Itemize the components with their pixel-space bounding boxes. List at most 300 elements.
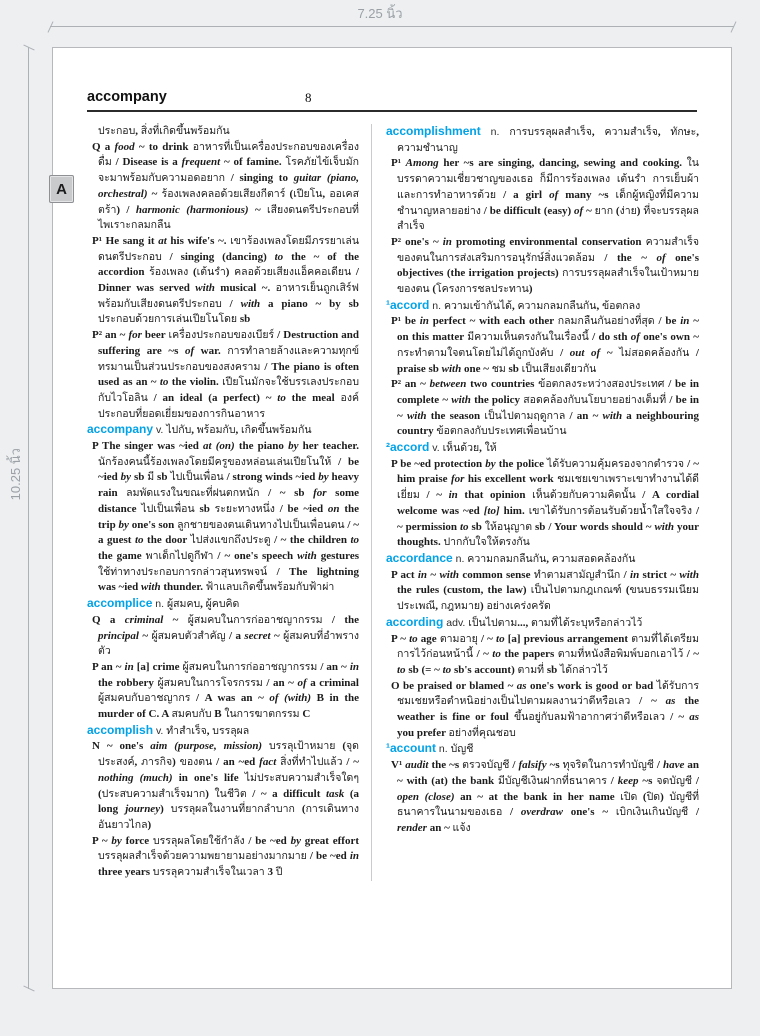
english-text: , <box>322 187 330 200</box>
thai-text: บัญชี <box>450 743 474 756</box>
english-text: C <box>299 708 311 721</box>
english-text: to <box>459 520 469 533</box>
left-column <box>87 124 372 881</box>
example-paragraph <box>386 758 699 837</box>
thai-text: ลมพัดแรงในขณะที่ฝนตกหนัก <box>126 487 260 500</box>
thai-text: จุดประสงค์ <box>98 740 359 769</box>
english-text: of (with) <box>269 692 312 705</box>
english-text: to <box>492 648 501 661</box>
thai-text: ได้กล่าวไว้ <box>559 663 608 676</box>
thai-text: เขาร้องเพลงโดยมีภรรยาเล่นดนตรีประกอบ <box>98 234 359 263</box>
thai-text: องค์ประกอบที่ยอดเยี่ยมของการกินอาหาร <box>98 391 359 420</box>
english-text: his wife's ~. <box>166 234 231 247</box>
english-text: sb <box>154 471 171 484</box>
english-text: for <box>450 473 465 486</box>
english-text: , <box>479 442 485 455</box>
thai-text: ไปเป็นเพื่อน <box>141 502 195 515</box>
thai-text: การบรรลุผลสำเร็จในเป้าหมายของตน <box>397 267 699 296</box>
example-paragraph <box>87 140 359 234</box>
english-text: three years <box>98 866 153 879</box>
thai-text: เบิกเงินเกินบัญชี <box>615 806 689 819</box>
example-paragraph <box>87 613 359 660</box>
thai-text: กฎหมาย <box>440 600 481 613</box>
headword: accompany <box>87 422 154 437</box>
english-text: of <box>574 204 584 217</box>
thai-text: ประกอบ <box>98 125 136 137</box>
thai-text: เป็นไปตามกฎเกณฑ์ <box>530 584 622 597</box>
thai-text: กลมกลืนกันอย่างที่สุด <box>557 315 655 328</box>
english-text: of <box>184 344 195 357</box>
thai-text: ไม่ประสบความสำเร็จใดๆ <box>244 771 359 784</box>
english-text: the ~ of the accordion <box>98 250 359 279</box>
english-text: N ~ one's <box>92 740 151 753</box>
thai-text: โครงการชลประทาน <box>436 283 529 296</box>
english-text: gestures <box>316 549 359 562</box>
english-text: in one's life <box>172 771 245 784</box>
english-text: / A was an ~ <box>190 692 270 705</box>
english-text: in <box>349 660 359 673</box>
english-text: to <box>496 632 505 645</box>
english-text: one's son <box>128 518 178 531</box>
english-text: sb <box>194 502 215 515</box>
english-text: at (on) <box>203 440 235 453</box>
english-text: the police <box>495 457 548 470</box>
english-text: / <box>221 297 241 310</box>
thai-text: ทุจริตในการทำบัญชี <box>562 759 654 772</box>
english-text: / <box>620 568 631 581</box>
thai-text: เปิด <box>620 790 638 803</box>
english-text: [to] <box>483 504 500 517</box>
dictionary-entry <box>87 723 359 740</box>
thai-text: ร้องเพลง <box>149 266 189 279</box>
thai-text: ผู้สมคบกับอาชญากร <box>98 692 191 705</box>
english-text: the game <box>98 549 146 562</box>
english-text: audit <box>405 759 429 772</box>
example-paragraph <box>87 439 359 596</box>
thai-text: แจ้ง <box>452 821 471 834</box>
english-text: the ~s <box>428 759 463 772</box>
thai-text: ผู้สมคบตัวสำคัญ <box>151 629 226 642</box>
english-text: P an ~ <box>92 660 125 673</box>
english-text: / ~ one's speech <box>213 549 298 562</box>
thai-text: ผู้สมคบ <box>166 598 201 611</box>
english-text: , <box>512 299 518 312</box>
english-text: a criminal <box>306 676 359 689</box>
english-text: ( <box>429 283 437 296</box>
thai-text: มีบัญชีเงินฝากที่ธนาคาร <box>497 774 607 787</box>
thai-text: ผู้คบคิด <box>205 598 240 611</box>
english-text: musical ~. <box>214 282 276 295</box>
english-text: between <box>429 378 467 391</box>
english-text: P ~ <box>92 834 112 847</box>
example-paragraph <box>386 632 699 679</box>
english-text: in <box>349 850 359 863</box>
thai-text: ไม่สอดคล้องกัน <box>619 346 690 359</box>
english-text: with <box>441 362 462 375</box>
thai-text: ระยะทางหนึ่ง <box>214 502 275 515</box>
english-text: on <box>327 502 340 515</box>
english-text: to <box>134 534 144 547</box>
english-text: by <box>290 834 301 847</box>
english-text: ~ of famine. <box>220 156 286 169</box>
english-text: / be ~ed <box>244 834 291 847</box>
english-text: / be in ~ <box>397 393 699 422</box>
thai-text: ฟ้าแลบเกิดขึ้นพร้อมกับฟ้าผ่า <box>205 581 335 594</box>
english-text: / praise sb <box>397 346 699 375</box>
english-text: ) <box>160 803 171 816</box>
english-text: one's ~ <box>563 806 616 819</box>
english-text: / <box>688 806 699 819</box>
dictionary-entry <box>386 741 699 758</box>
english-text: for <box>128 329 142 342</box>
english-text: the papers <box>500 648 558 661</box>
english-text: ~ <box>427 568 440 581</box>
english-text: of <box>549 188 559 201</box>
thai-text: เกิดขึ้นพร้อมกัน <box>241 424 312 437</box>
right-column <box>372 124 699 881</box>
thumb-index-tab-A <box>49 175 74 203</box>
thai-text: ไปส่งแขกถึงประตู <box>190 534 271 547</box>
english-text: war. <box>194 344 228 357</box>
example-paragraph <box>386 679 699 742</box>
thai-text: นักร้องคนนี้ร้องเพลงโดยมีครูของหล่อนเล่นเปียโนให้ <box>98 455 332 468</box>
english-text: / <box>509 759 519 772</box>
english-text <box>533 173 540 185</box>
thai-text: เป็นไปตามฤดูกาล <box>484 409 566 422</box>
english-text <box>262 740 269 752</box>
thai-text: อย่างเคร่งครัด <box>486 600 551 613</box>
thai-text: เสียงดนตรีประกอบที่ไพเราะกลมกลืน <box>98 203 359 232</box>
english-text: , <box>546 552 552 565</box>
english-text: one ~ <box>461 362 492 375</box>
english-text: Q a <box>92 613 125 626</box>
english-text: an ~ at the bank in her name <box>454 790 621 803</box>
english-text: ~s <box>546 759 563 772</box>
thai-text: ใช้ท่าทางประกอบการกล่าวสุนทรพจน์ <box>98 565 268 578</box>
headword: ¹accord <box>386 297 430 312</box>
english-text: / Disease is a <box>111 156 182 169</box>
example-paragraph <box>386 377 699 440</box>
example-paragraph <box>87 739 359 833</box>
english-text: O be praised or blamed ~ <box>391 679 517 692</box>
english-text: / <box>502 806 521 819</box>
headword: according <box>386 614 444 629</box>
english-text: / a <box>225 629 245 642</box>
english-text: to <box>397 663 406 676</box>
english-text: many ~s <box>558 188 616 201</box>
english-text: / ~ <box>342 756 359 769</box>
english-text: the weather is fine or foul <box>397 695 699 724</box>
part-of-speech: v. <box>153 424 167 437</box>
thai-text: ภารกิจ <box>141 756 173 769</box>
english-text: by <box>118 518 129 531</box>
thai-text: ข้อตกลงระหว่างสองประเทศ <box>538 378 665 391</box>
english-text: to <box>442 663 452 676</box>
english-text: with <box>195 282 215 295</box>
thai-text: ออเคสตร้า <box>98 187 359 216</box>
thai-text: ไปกับ <box>166 424 192 437</box>
english-text: / ~ him praise <box>397 457 699 486</box>
guide-word: accompany <box>87 89 167 105</box>
width-dimension-line <box>50 26 734 27</box>
thai-text: การเย็บผ้าและการทำอาหารด้วย <box>397 173 700 201</box>
english-text: [a] crime <box>133 660 183 673</box>
example-paragraph <box>87 660 359 723</box>
thai-text: ปิด <box>646 790 661 803</box>
thai-text: ก็มีการร้องเพลง <box>539 173 611 186</box>
english-text: a piano ~ by sb <box>260 297 360 310</box>
thai-text: สิ่งที่ทำไปแล้ว <box>280 756 343 769</box>
thai-text: ความสำเร็จของตนในการส่งเสริมการอนุรักษ์สิ่งแวดล้อม <box>397 235 699 264</box>
english-text: , <box>206 724 213 737</box>
thai-text: ข้อตกลงกับประเทศเพื่อนบ้าน <box>436 425 567 438</box>
english-text: / a girl <box>496 188 550 201</box>
english-text: common sense <box>459 568 534 581</box>
english-text: to <box>274 250 284 263</box>
thai-text: อย่างที่คุณชอบ <box>448 726 516 739</box>
english-text: promoting environmental conservation <box>451 235 646 248</box>
english-text: , <box>591 126 605 138</box>
part-of-speech: adv. <box>443 616 469 629</box>
english-text: your thoughts. <box>397 520 699 549</box>
thai-text: ที่จะบรรลุผลสำเร็จ <box>397 204 699 233</box>
english-text: ~ <box>583 204 595 217</box>
thai-text: การทำลายล้างและความทุกข์ทรมานเป็นส่วนประกอบของสงคราม <box>98 344 359 373</box>
english-text: as <box>689 711 700 724</box>
headword: accordance <box>386 550 453 565</box>
thai-text: ปากกับใจให้ตรงกัน <box>443 536 530 549</box>
english-text: [a] previous arrangement <box>504 632 632 645</box>
english-text: ~ <box>147 187 162 200</box>
english-text: the trip <box>98 502 359 531</box>
english-text: as <box>516 679 527 692</box>
thai-text: ข้อตกลง <box>601 299 641 312</box>
english-text: force <box>121 834 153 847</box>
english-text: / ~ <box>665 711 690 724</box>
english-text: ) <box>528 283 533 296</box>
english-text: / be ~ied <box>274 502 328 515</box>
thai-text: อาหารที่เป็นเครื่องประกอบของเครื่องดื่ม <box>98 140 359 169</box>
page-number: 8 <box>305 90 312 105</box>
english-text: in <box>419 315 429 328</box>
english-text: P ~ <box>391 632 410 645</box>
english-text: / be in complete ~ <box>397 378 699 406</box>
headword: ¹account <box>386 741 437 756</box>
thai-text: มีความเห็นตรงกันในเรื่องนี้ <box>467 331 589 344</box>
english-text: frequent <box>181 156 221 169</box>
english-text <box>646 173 653 185</box>
english-text: / ~ the children <box>270 534 351 547</box>
thai-text: สมคบกับ <box>171 708 212 721</box>
english-text: of <box>630 331 640 344</box>
english-text: out of <box>569 346 601 359</box>
english-text: , <box>657 126 671 138</box>
thai-text: ไปเป็นเพื่อน <box>170 471 224 484</box>
english-text: the door <box>143 534 191 547</box>
english-text: in <box>417 568 428 581</box>
example-paragraph <box>386 235 699 298</box>
english-text: ) <box>205 787 215 800</box>
english-text: ~ on this matter <box>397 315 699 344</box>
thai-text: ในบรรดาความเชี่ยวชาญของเธอ <box>397 157 699 186</box>
english-text: / <box>653 759 663 772</box>
thai-text: เห็นด้วย <box>442 442 480 455</box>
english-text: in <box>448 489 458 502</box>
thai-text: ผู้สมคบในการโจรกรรม <box>157 676 263 689</box>
english-text: strict ~ <box>639 568 680 581</box>
english-text: ) / <box>116 203 136 216</box>
english-text: with <box>406 409 427 422</box>
english-text: by <box>318 471 329 484</box>
english-text: one's own ~ <box>639 331 699 344</box>
english-text: / Dinner was served <box>98 266 359 295</box>
english-text: ) <box>225 266 235 279</box>
english-text: one's objectives (the irrigation projects) <box>397 251 699 280</box>
thai-text: บรรลุผลในงานที่ยากลำบาก <box>170 803 295 816</box>
english-text: ) <box>636 204 644 217</box>
english-text: / ~ <box>419 489 449 502</box>
english-text: thunder. <box>160 581 206 594</box>
thai-text: ได้รับความคุ้มครองจากตำรวจ <box>547 457 685 470</box>
english-text: by <box>485 457 496 470</box>
english-text: age <box>417 632 440 645</box>
english-text: / be ~ied <box>98 455 359 484</box>
english-text: / <box>606 774 618 787</box>
thai-text: ผู้สมคบในการก่ออาชญากรรม <box>182 660 318 673</box>
english-text: for <box>313 487 327 500</box>
thai-text: อาหารเย็นถูกเสิร์ฟพร้อมกับเสียงดนตรีประกอบ <box>98 282 359 310</box>
thai-text: พร้อมกับ <box>196 424 236 437</box>
text-columns <box>87 124 699 881</box>
thai-text: ผู้สมคบในการก่ออาชญากรรม <box>187 613 323 626</box>
english-text: ( <box>98 787 102 800</box>
english-text: two countries <box>466 378 539 391</box>
english-text: sb <box>131 471 148 484</box>
english-text: / be difficult (easy) <box>480 204 575 217</box>
thai-text: ทักษะ <box>670 126 697 138</box>
example-paragraph <box>87 834 359 881</box>
english-text: Q a <box>92 140 115 153</box>
thai-text: พาเด็กไปดูกีฬา <box>145 549 214 562</box>
english-text: with <box>602 409 623 422</box>
english-text: fact <box>259 756 277 769</box>
thai-text: ขึ้นอยู่กับลมฟ้าอากาศว่าดีหรือเลว <box>513 711 666 724</box>
english-text: / ~ <box>683 648 699 661</box>
english-text: P act <box>391 568 418 581</box>
english-text: ( <box>637 790 647 803</box>
thumb-index-letter: A <box>56 180 67 198</box>
thai-text: เขาได้รับการต้อนรับด้วยน้ำใสใจจริง <box>528 504 692 517</box>
thai-text: ปี <box>275 866 283 879</box>
english-text: P¹ <box>391 157 406 170</box>
english-text: / an ideal (a perfect) ~ <box>147 391 278 404</box>
english-text: / ~ <box>477 632 497 645</box>
english-text: to <box>159 376 169 389</box>
thai-text: บรรลุผลสำเร็จด้วยความพยายามอย่างมากมาย <box>98 850 307 863</box>
english-text: at <box>158 234 167 247</box>
english-text: , <box>696 126 699 138</box>
english-text: as <box>665 695 676 708</box>
thai-text: ร้องเพลงคลอด้วยเสียงกีตาร์ <box>161 187 286 200</box>
english-text: ) <box>172 756 180 769</box>
thai-text: ความกลมกลืนกัน <box>467 552 547 565</box>
english-text: his excellent work <box>464 473 558 486</box>
english-text: / Destruction and suffering are ~s <box>98 329 359 357</box>
thai-text: ขนบธรรมเนียมประเพณี <box>397 584 699 613</box>
english-text: journey <box>125 803 161 816</box>
english-text: with <box>679 568 699 581</box>
thai-text: การเดินทางอันยาวไกล <box>98 803 359 831</box>
english-text: ~ <box>163 613 188 626</box>
page-width-label: 7.25 นิ้ว <box>357 6 403 21</box>
english-text: harmonic (harmonious) <box>135 203 249 216</box>
english-text: / ~ permission <box>397 504 699 533</box>
english-text: / be ~ed <box>306 850 350 863</box>
english-text: / <box>553 346 570 359</box>
english-text: food <box>114 140 135 153</box>
english-text: an ~ with (at) the bank <box>397 759 699 787</box>
thai-text: ตามที่ได้ระบุหรือกล่าวไว้ <box>531 616 643 629</box>
thai-text: ความกลมกลืนกัน <box>517 299 597 312</box>
english-text: P The singer was ~ied <box>92 440 204 453</box>
thai-text: การบรรลุผลสำเร็จ <box>509 126 592 138</box>
thai-text: ง่าย <box>619 204 637 217</box>
english-text: / ~ sb <box>259 487 314 500</box>
page-height-label: 10.25 นิ้ว <box>8 448 23 501</box>
english-text: ~ <box>600 346 620 359</box>
example-paragraph <box>386 568 699 615</box>
thai-text: กระทำตามใจตนโดยไม่ได้ถูกบังคับ <box>397 346 554 359</box>
part-of-speech: n. <box>429 299 444 312</box>
thai-text: ตามที่หนังสือพิมพ์บอกเอาไว้ <box>557 648 684 661</box>
english-text: some distance <box>98 487 359 515</box>
english-text: her teacher. <box>298 440 359 453</box>
headword: accomplish <box>87 722 154 737</box>
headword: accomplice <box>87 596 153 611</box>
english-text: in <box>680 315 690 328</box>
english-text: great effort <box>300 834 360 847</box>
english-text: by <box>120 471 132 484</box>
english-text: ~ <box>138 629 152 642</box>
english-text: heavy rain <box>98 471 360 500</box>
dictionary-entry <box>386 440 699 457</box>
thai-text: มี <box>147 471 155 484</box>
thai-text: เปียโน <box>293 187 323 200</box>
english-text: secret <box>244 629 271 642</box>
english-text: you prefer <box>397 726 449 739</box>
english-text: ( <box>285 187 294 200</box>
english-text: / an ~ <box>565 409 603 422</box>
example-paragraph <box>386 457 699 551</box>
thai-text: จดบัญชี <box>656 774 693 787</box>
thai-text: เปียโนมักจะใช้บรรเลงประกอบกับไวโอลิน <box>98 376 359 404</box>
english-text: the robbery <box>98 676 158 689</box>
english-text: B in the murder of C. A <box>98 692 359 721</box>
part-of-speech: n. <box>452 552 468 565</box>
english-text: 3 <box>264 866 276 879</box>
thai-text: ให้อนุญาต <box>484 520 533 533</box>
english-text: / ~ <box>630 695 666 708</box>
english-text: of <box>297 676 307 689</box>
english-text: / an ~ <box>317 660 350 673</box>
english-text: by <box>288 440 299 453</box>
english-text: / The piano is often used as an ~ <box>98 360 359 389</box>
english-text: guitar (piano, orchestral) <box>98 172 359 200</box>
english-text: / ~ a guest <box>98 518 359 547</box>
english-text: to <box>409 632 418 645</box>
page-header <box>87 88 697 112</box>
thai-text: ความเข้ากันได้ <box>443 299 512 312</box>
